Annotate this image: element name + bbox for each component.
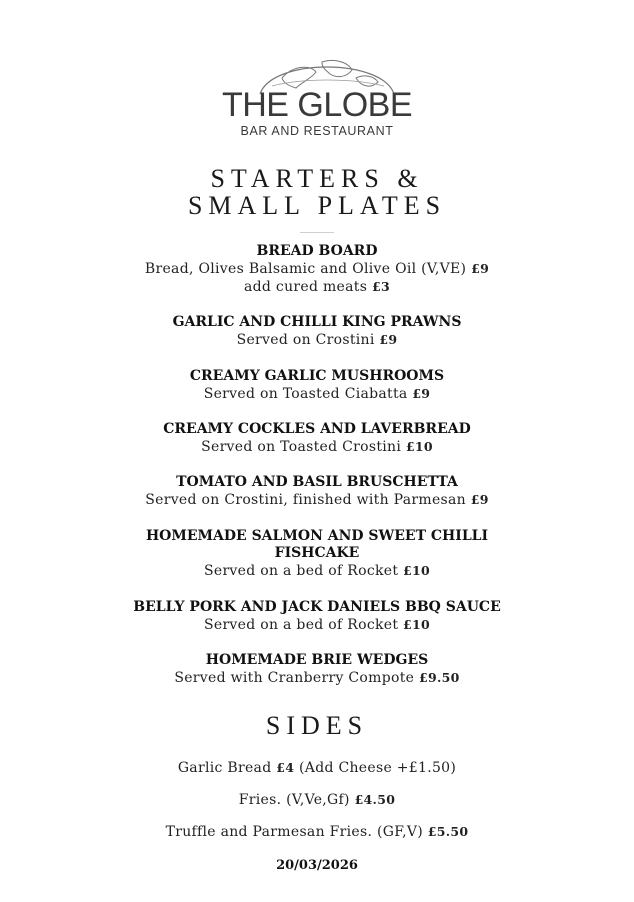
side-item-garlic-bread: Garlic Bread £4 (Add Cheese +£1.50) <box>177 760 457 776</box>
item-name: HOMEMADE SALMON AND SWEET CHILLI <box>145 528 489 544</box>
side-item-truffle-fries: Truffle and Parmesan Fries. (GF,V) £5.50 <box>165 824 469 840</box>
globe-logo <box>0 42 634 142</box>
item-description: Served on Toasted Crostini £10 <box>201 439 433 455</box>
side-item-fries: Fries. (V,Ve,Gf) £4.50 <box>238 792 396 808</box>
menu-item-belly-pork <box>0 599 634 634</box>
item-name: CREAMY COCKLES AND LAVERBREAD <box>163 421 471 437</box>
item-price: £9 <box>470 492 489 507</box>
menu-item-bruschetta <box>0 474 634 509</box>
item-price: £9 <box>379 332 398 347</box>
item-name: BREAD BOARD <box>256 243 378 259</box>
item-price: £5.50 <box>427 824 469 839</box>
item-price: £9 <box>471 261 490 276</box>
item-price: £10 <box>403 563 431 578</box>
logo-tagline: BAR AND RESTAURANT <box>240 124 394 138</box>
menu-item-cockles <box>0 421 634 456</box>
item-extra: add cured meats £3 <box>244 279 390 295</box>
menu-item-mushrooms <box>0 368 634 403</box>
item-description: Bread, Olives Balsamic and Olive Oil (V,VE) £9 <box>144 261 490 277</box>
item-price: £9 <box>412 386 431 401</box>
item-description: Served on a bed of Rocket £10 <box>203 563 431 579</box>
item-price: £10 <box>405 439 433 454</box>
item-extra-price: £3 <box>371 279 390 294</box>
item-name: HOMEMADE BRIE WEDGES <box>205 652 429 668</box>
item-price: £10 <box>403 617 431 632</box>
starters-title-line2: SMALL PLATES <box>187 191 447 220</box>
item-description: Served on Crostini, finished with Parmesan £9 <box>145 492 489 508</box>
menu-date: 20/03/2026 <box>276 858 358 873</box>
item-name: TOMATO AND BASIL BRUSCHETTA <box>176 474 458 490</box>
item-name-line2: FISHCAKE <box>274 545 360 561</box>
item-description: Served on Toasted Ciabatta £9 <box>203 386 431 402</box>
item-name: CREAMY GARLIC MUSHROOMS <box>189 368 445 384</box>
menu-item-bread-board <box>0 243 634 296</box>
item-name: BELLY PORK AND JACK DANIELS BBQ SAUCE <box>133 599 501 615</box>
item-price: £4 <box>276 760 295 775</box>
sides-title: SIDES <box>265 711 369 740</box>
title-divider <box>300 232 334 233</box>
menu-item-brie <box>0 652 634 687</box>
menu-item-fishcake <box>0 528 634 580</box>
item-name: GARLIC AND CHILLI KING PRAWNS <box>172 314 462 330</box>
logo-title: THE GLOBE <box>221 86 413 124</box>
item-price: £9.50 <box>419 670 460 685</box>
item-description: Served with Cranberry Compote £9.50 <box>174 670 460 686</box>
menu-item-prawns <box>0 314 634 349</box>
starters-title <box>0 165 634 219</box>
starters-title-line1: STARTERS & <box>210 164 424 193</box>
item-price: £4.50 <box>354 792 396 807</box>
item-description: Served on Crostini £9 <box>236 332 398 348</box>
item-description: Served on a bed of Rocket £10 <box>203 617 431 633</box>
